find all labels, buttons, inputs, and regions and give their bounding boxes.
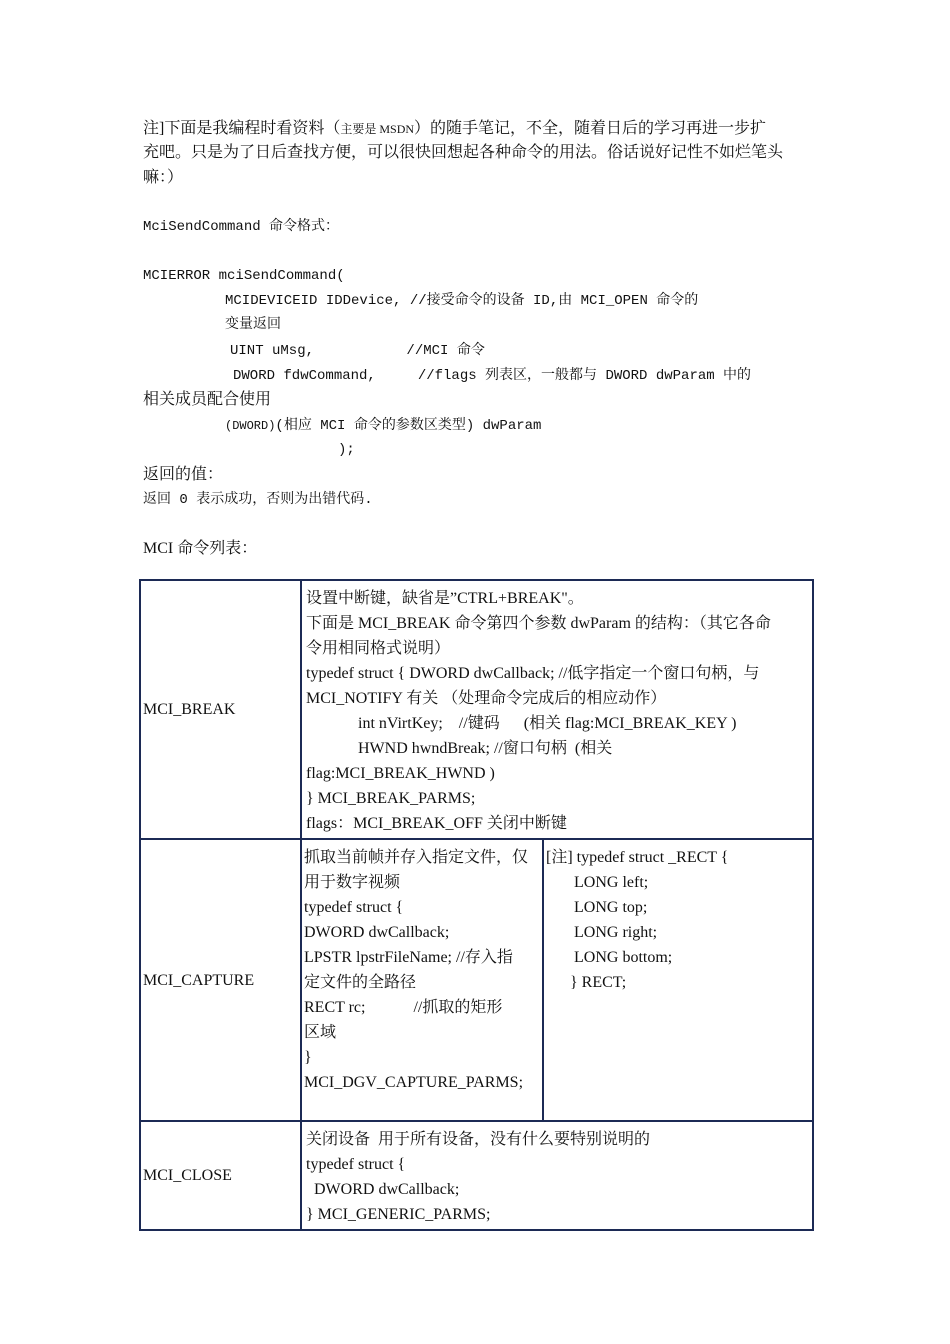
close-desc-line: DWORD dwCallback; [306,1181,460,1198]
capture-right-line: LONG top; [546,899,648,916]
list-heading: MCI 命令列表： [143,540,258,557]
break-desc-line: 设置中断键，缺省是”CTRL+BREAK"。 [306,590,584,607]
table-row-close [140,1121,813,1230]
capture-right-line: LONG right; [546,924,658,941]
capture-left-line: DWORD dwCallback; [304,924,450,941]
intro-line-2: 充吧。只是为了日后查找方便，可以很快回想起各种命令的用法。俗话说好记性不如烂笔头 [143,144,784,161]
break-desc-line: flags：MCI_BREAK_OFF 关闭中断键 [306,815,567,832]
table-row-break [140,580,813,839]
close-desc-line: } MCI_GENERIC_PARMS; [306,1206,491,1223]
capture-right-line: } RECT; [546,974,627,991]
table-row-capture [140,839,813,1121]
capture-split [302,840,812,1120]
break-desc-line: int nVirtKey; //键码 (相关 flag:MCI_BREAK_KEY ) [306,715,737,732]
capture-right-line: [注] typedef struct _RECT { [546,849,729,866]
capture-left-line: MCI_DGV_CAPTURE_PARMS; [304,1074,524,1091]
code-line-4: UINT uMsg, //MCI 命令 [230,343,485,359]
intro-line-3: 嘛：） [143,169,184,186]
code-line-6: 相关成员配合使用 [143,391,272,408]
intro-text-small: 主要是 MSDN [340,122,415,136]
command-name-close: MCI_CLOSE [140,1121,301,1230]
code-line-8: ); [338,442,355,458]
format-heading: MciSendCommand 命令格式： [143,219,340,235]
capture-left-line: 区域 [304,1024,337,1041]
command-name-capture: MCI_CAPTURE [140,839,301,1121]
code-line-2: MCIDEVICEID IDDevice, //接受命令的设备 ID,由 MCI_OPEN 命令的 [225,293,699,309]
command-desc-close [301,1121,813,1230]
break-desc-line: 令用相同格式说明） [306,640,451,657]
capture-left-line: LPSTR lpstrFileName; //存入指 [304,949,513,966]
intro-text-b: ）的随手笔记，不全，随着日后的学习再进一步扩 [414,120,767,137]
capture-struct-left [302,840,544,1120]
break-desc-line: HWND hwndBreak; //窗口句柄 (相关 [306,740,613,757]
intro-line-1 [143,117,766,141]
code-line-7 [225,414,541,438]
code-line-7-param: (相应 MCI 命令的参数区类型) dwParam [275,418,542,434]
capture-left-line: 抓取当前帧并存入指定文件，仅 [304,849,529,866]
capture-left-line: 定文件的全路径 [304,974,417,991]
break-desc-line: MCI_NOTIFY 有关 （处理命令完成后的相应动作） [306,690,667,707]
close-desc-line: typedef struct { [306,1156,406,1173]
capture-left-line: } [304,1049,312,1066]
return-text: 返回 0 表示成功，否则为出错代码. [143,492,373,508]
command-desc-capture [301,839,813,1121]
code-line-5: DWORD fdwCommand, //flags 列表区，一般都与 DWORD dwParam 中的 [233,368,752,384]
command-name-break: MCI_BREAK [140,580,301,839]
mci-command-table [139,579,814,1231]
return-label: 返回的值： [143,466,224,483]
code-line-7-cast: (DWORD) [225,419,276,433]
capture-right-line: LONG left; [546,874,649,891]
capture-left-line: RECT rc; //抓取的矩形 [304,999,503,1016]
capture-left-line: typedef struct { [304,899,404,916]
break-desc-line: 下面是 MCI_BREAK 命令第四个参数 dwParam 的结构：（其它各命 [306,615,771,632]
command-desc-break [301,580,813,839]
break-desc-line: } MCI_BREAK_PARMS; [306,790,476,807]
capture-right-line: LONG bottom; [546,949,673,966]
intro-text-a: 注]下面是我编程时看资料（ [143,120,341,137]
close-description [302,1122,812,1229]
break-desc-line: typedef struct { DWORD dwCallback; //低字指定一个窗口句柄，与 [306,665,760,682]
close-desc-line: 关闭设备 用于所有设备，没有什么要特别说明的 [306,1131,651,1148]
break-desc-line: flag:MCI_BREAK_HWND ) [306,765,495,782]
break-description [302,581,812,838]
capture-rect-note [544,840,812,1120]
code-line-3: 变量返回 [225,317,281,333]
capture-left-line: 用于数字视频 [304,874,401,891]
code-line-1: MCIERROR mciSendCommand( [143,268,345,284]
